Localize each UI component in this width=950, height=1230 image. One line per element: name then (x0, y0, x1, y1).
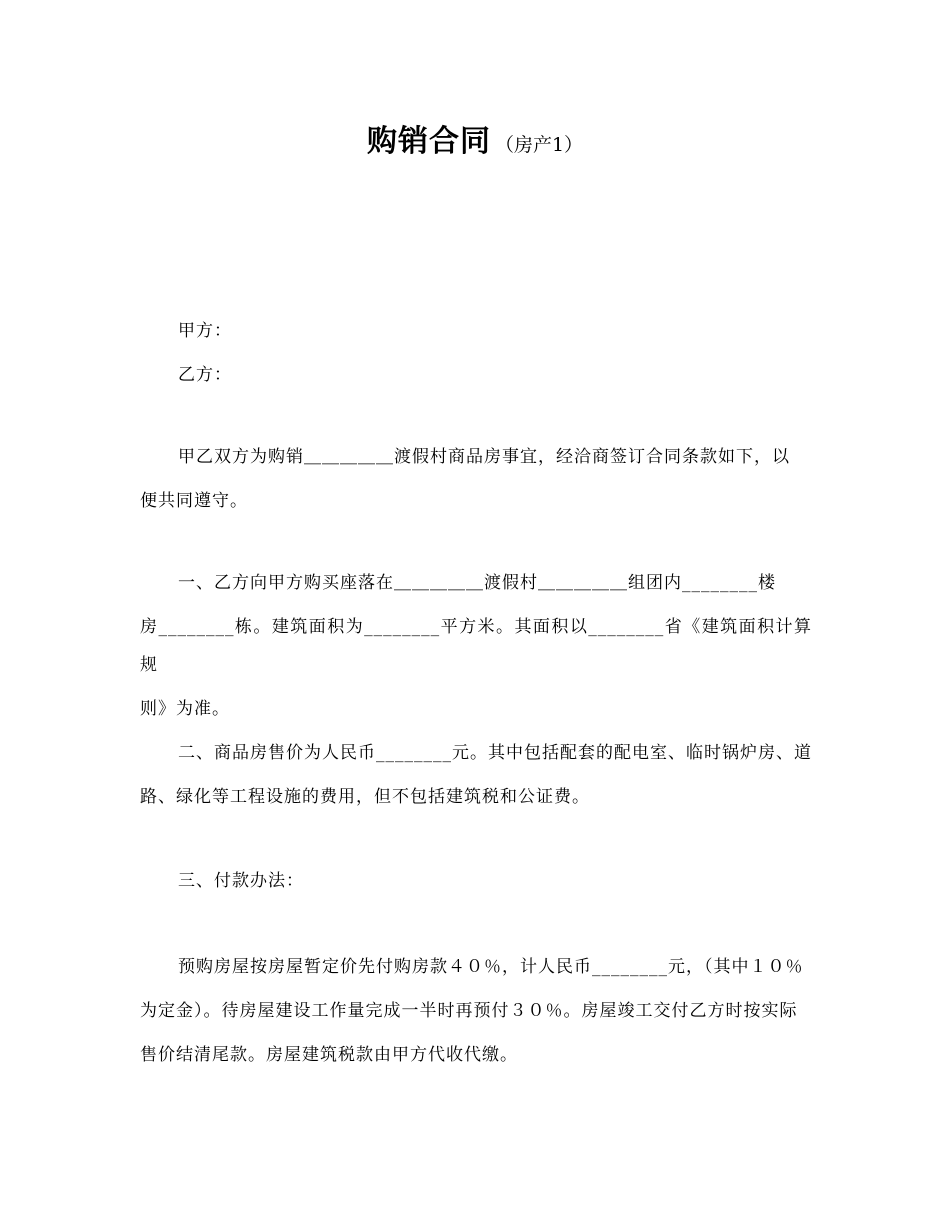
clause-1-line-1: 一、乙方向甲方购买座落在＿＿＿＿＿渡假村＿＿＿＿＿组团内________楼 (178, 573, 776, 593)
document-title (0, 116, 950, 160)
clause-1-line-2: 房________栋。建筑面积为________平方米。其面积以________省《建筑面积计算规 (140, 617, 812, 675)
clause-1 (140, 564, 812, 728)
party-a-label: 甲方： (178, 321, 232, 341)
party-b-label: 乙方： (178, 365, 232, 385)
clause-3-body (140, 948, 812, 1074)
clause-3-heading: 三、付款办法： (178, 871, 304, 891)
clause-1-line-3: 则》为准。 (140, 699, 230, 719)
intro-line-2: 便共同遵守。 (140, 491, 248, 511)
clause-3-heading-block (140, 862, 812, 900)
parties-block (140, 312, 812, 394)
title-sub: （房产1） (494, 134, 584, 156)
title-main: 购销合同 (366, 124, 491, 159)
clause-3-line-1: 预购房屋按房屋暂定价先付购房款４０％，计人民币________元，（其中１０％ (178, 957, 804, 977)
clause-2-line-2: 路、绿化等工程设施的费用，但不包括建筑税和公证费。 (140, 787, 590, 807)
clause-3-line-3: 售价结清尾款。房屋建筑税款由甲方代收代缴。 (140, 1045, 518, 1065)
clause-3-line-2: 为定金）。待房屋建设工作量完成一半时再预付３０％。房屋竣工交付乙方时按实际 (140, 1001, 798, 1021)
intro-line-1: 甲乙双方为购销＿＿＿＿＿渡假村商品房事宜，经洽商签订合同条款如下，以 (178, 447, 790, 467)
clause-2 (140, 734, 812, 816)
clause-2-line-1: 二、商品房售价为人民币________元。其中包括配套的配电室、临时锅炉房、道 (178, 743, 812, 763)
intro-paragraph (140, 438, 812, 520)
